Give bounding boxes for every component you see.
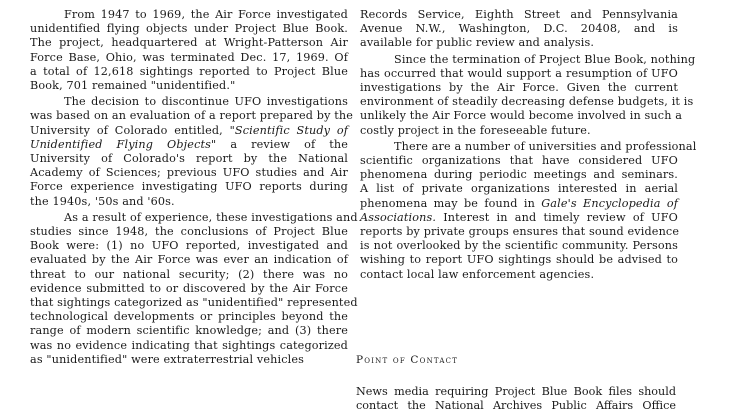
text-line: unidentified flying objects under Project Blue Book. xyxy=(30,22,348,36)
text-line: investigations by the Air Force. Given the current xyxy=(360,81,678,95)
text-line: The decision to discontinue UFO investigations xyxy=(64,95,348,109)
text-line xyxy=(360,197,678,211)
text-line: technological developments or principles beyond the xyxy=(30,310,348,324)
report-title-italic: Unidentified Flying Objects" xyxy=(30,137,217,151)
text-line: A list of private organizations interested in aerial xyxy=(360,182,678,196)
text-line xyxy=(30,124,348,138)
text-line: phenomena during periodic meetings and seminars. xyxy=(360,168,678,182)
text-line: contact local law enforcement agencies. xyxy=(360,267,595,281)
left-column xyxy=(30,8,358,369)
text-line xyxy=(360,211,678,225)
text-line: environment of steadily decreasing defense budgets, it is xyxy=(360,95,694,109)
text-line xyxy=(30,138,348,152)
paragraph-decision xyxy=(30,95,354,209)
paragraph-conclusions xyxy=(30,210,358,367)
text-line: as "unidentified" were extraterrestrial vehicles xyxy=(30,352,305,366)
text-line: range of modern scientific knowledge; and (3) there xyxy=(30,324,348,338)
text-line: Avenue N.W., Washington, D.C. 20408, and is xyxy=(360,22,678,36)
text-run: phenomena may be found in xyxy=(360,196,542,210)
paragraph-organizations xyxy=(360,139,697,282)
right-column xyxy=(360,8,697,284)
text-line: evidence submitted to or discovered by the Air Force xyxy=(30,281,348,295)
text-line: has occurred that would support a resumption of UFO xyxy=(360,66,678,80)
text-line: is not overlooked by the scientific community. Persons xyxy=(360,239,678,253)
text-run: a review of the xyxy=(216,137,348,151)
text-line: Records Service, Eighth Street and Pennsylvania xyxy=(360,8,678,21)
text-line: was based on an evaluation of a report prepared by the xyxy=(30,109,354,123)
paragraph-records-service xyxy=(360,8,678,51)
text-line: available for public review and analysis. xyxy=(360,36,595,50)
text-line: studies since 1948, the conclusions of Project Blue xyxy=(30,225,348,239)
text-line: unlikely the Air Force would become involved in such a xyxy=(360,109,683,123)
publication-title-italic: Associations. xyxy=(360,210,437,224)
paragraph-news-media xyxy=(356,385,676,411)
text-line: From 1947 to 1969, the Air Force investigated xyxy=(64,8,348,21)
text-line: threat to our national security; (2) there was no xyxy=(30,267,348,281)
text-line: reports by private groups ensures that sound evidence xyxy=(360,225,680,239)
text-line: News media requiring Project Blue Book files should xyxy=(356,385,676,398)
publication-title-italic: Gale's Encyclopedia of xyxy=(541,196,679,210)
text-line: a total of 12,618 sightings reported to Project Blue xyxy=(30,64,348,78)
text-run: University of Colorado entitled, xyxy=(30,123,230,137)
text-line: contact the National Archives Public Affairs Office xyxy=(356,399,676,411)
section-heading-point-of-contact: Point of Contact xyxy=(356,354,459,366)
text-line: was no evidence indicating that sightings categorized xyxy=(30,338,348,352)
text-line: University of Colorado's report by the National xyxy=(30,152,348,166)
text-line: The project, headquartered at Wright-Patterson Air xyxy=(30,36,348,50)
text-line: wishing to report UFO sightings should be advised to xyxy=(360,253,678,267)
text-line: Since the termination of Project Blue Book, nothing xyxy=(394,52,696,66)
text-line: Book were: (1) no UFO reported, investigated and xyxy=(30,239,348,253)
text-line: As a result of experience, these investigations and xyxy=(64,210,358,224)
report-title-italic: "Scientific Study of xyxy=(229,123,348,137)
text-line: Book, 701 remained "unidentified." xyxy=(30,79,236,93)
text-line: Force experience investigating UFO reports during xyxy=(30,180,348,194)
text-line: costly project in the foreseeable future. xyxy=(360,123,591,137)
paragraph-blue-book-history xyxy=(30,8,348,93)
text-line: scientific organizations that have considered UFO xyxy=(360,154,678,168)
text-line: the 1940s, '50s and '60s. xyxy=(30,194,175,208)
text-line: There are a number of universities and professional xyxy=(394,139,697,153)
paragraph-since-termination xyxy=(360,52,696,138)
text-line: evaluated by the Air Force was ever an indication of xyxy=(30,253,348,267)
text-run: Interest in and timely review of UFO xyxy=(436,210,678,224)
text-line: Force Base, Ohio, was terminated Dec. 17, 1969. Of xyxy=(30,50,348,64)
text-line: Academy of Sciences; previous UFO studies and Air xyxy=(30,166,348,180)
text-line: that sightings categorized as "unidentified" represented xyxy=(30,296,358,310)
